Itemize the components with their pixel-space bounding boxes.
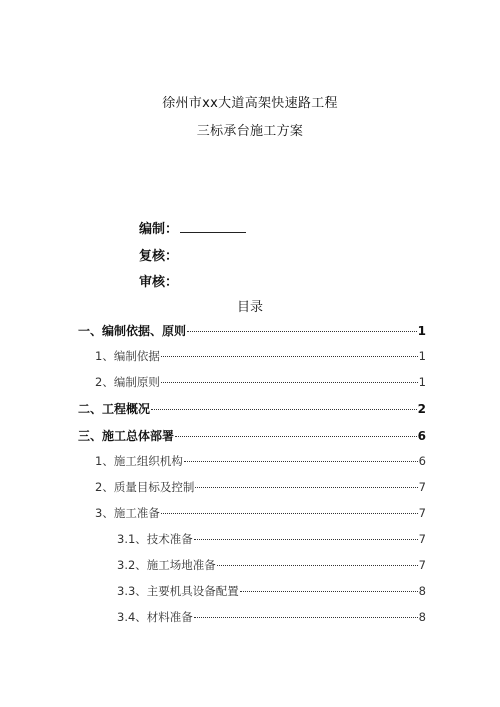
toc-entry-page: 8 [418, 584, 426, 598]
toc-entry-label: 2、编制原则 [95, 375, 160, 389]
toc-entry-label: 3.3、主要机具设备配置 [117, 584, 239, 598]
toc-leader [161, 382, 418, 383]
toc-heading: 目录 [236, 300, 263, 315]
toc-entry[interactable] [78, 400, 426, 416]
toc-entry-label: 2、质量目标及控制 [95, 480, 195, 494]
toc-leader [217, 565, 418, 566]
toc-entry-page: 7 [418, 506, 426, 520]
toc-entry-label: 1、施工组织机构 [95, 454, 183, 468]
toc-entry[interactable] [95, 453, 426, 469]
toc-entry-page: 7 [418, 532, 426, 546]
reviewer-label: 复核： [139, 249, 179, 264]
toc-entry-label: 一、编制依据、原则 [78, 324, 187, 338]
toc-leader [195, 487, 417, 488]
toc-leader [240, 591, 418, 592]
toc-entry[interactable] [95, 348, 426, 364]
toc-entry-label: 3.2、施工场地准备 [117, 558, 216, 572]
toc-leader [151, 409, 417, 410]
toc-entry-page: 6 [417, 429, 426, 443]
compiler-signature-line [180, 220, 246, 233]
document-title: 徐州市xx大道高架快速路工程 [162, 96, 338, 111]
toc-entry-page: 1 [417, 324, 426, 338]
toc-leader [161, 356, 418, 357]
toc-entry-page: 2 [417, 402, 426, 416]
toc-leader [194, 539, 418, 540]
toc-leader [175, 436, 417, 437]
toc-entry[interactable] [95, 479, 426, 495]
toc-entry-label: 3、施工准备 [95, 506, 160, 520]
toc-entry[interactable] [117, 531, 426, 547]
toc-entry-label: 3.4、材料准备 [117, 610, 193, 624]
approver-label: 审核： [139, 275, 179, 290]
toc-entry-label: 3.1、技术准备 [117, 532, 193, 546]
document-subtitle: 三标承台施工方案 [196, 124, 304, 139]
toc-entry[interactable] [117, 609, 426, 625]
toc-leader [184, 461, 418, 462]
toc-entry-page: 1 [418, 375, 426, 389]
toc-entry-page: 6 [418, 454, 426, 468]
compiler-field [139, 218, 246, 237]
toc-entry-page: 7 [418, 558, 426, 572]
toc-leader [161, 513, 418, 514]
toc-entry[interactable] [78, 322, 426, 338]
toc-entry[interactable] [95, 374, 426, 390]
toc-entry-page: 8 [418, 610, 426, 624]
toc-entry[interactable] [117, 583, 426, 599]
compiler-label: 编制： [139, 222, 179, 237]
toc-leader [194, 617, 418, 618]
toc-entry-page: 7 [418, 480, 426, 494]
toc-leader [187, 331, 417, 332]
toc-entry-page: 1 [418, 349, 426, 363]
toc-entry[interactable] [95, 505, 426, 521]
toc-entry[interactable] [78, 427, 426, 443]
toc-entry-label: 三、施工总体部署 [78, 429, 175, 443]
toc-entry[interactable] [117, 557, 426, 573]
toc-entry-label: 1、编制依据 [95, 349, 160, 363]
toc-entry-label: 二、工程概况 [78, 402, 151, 416]
